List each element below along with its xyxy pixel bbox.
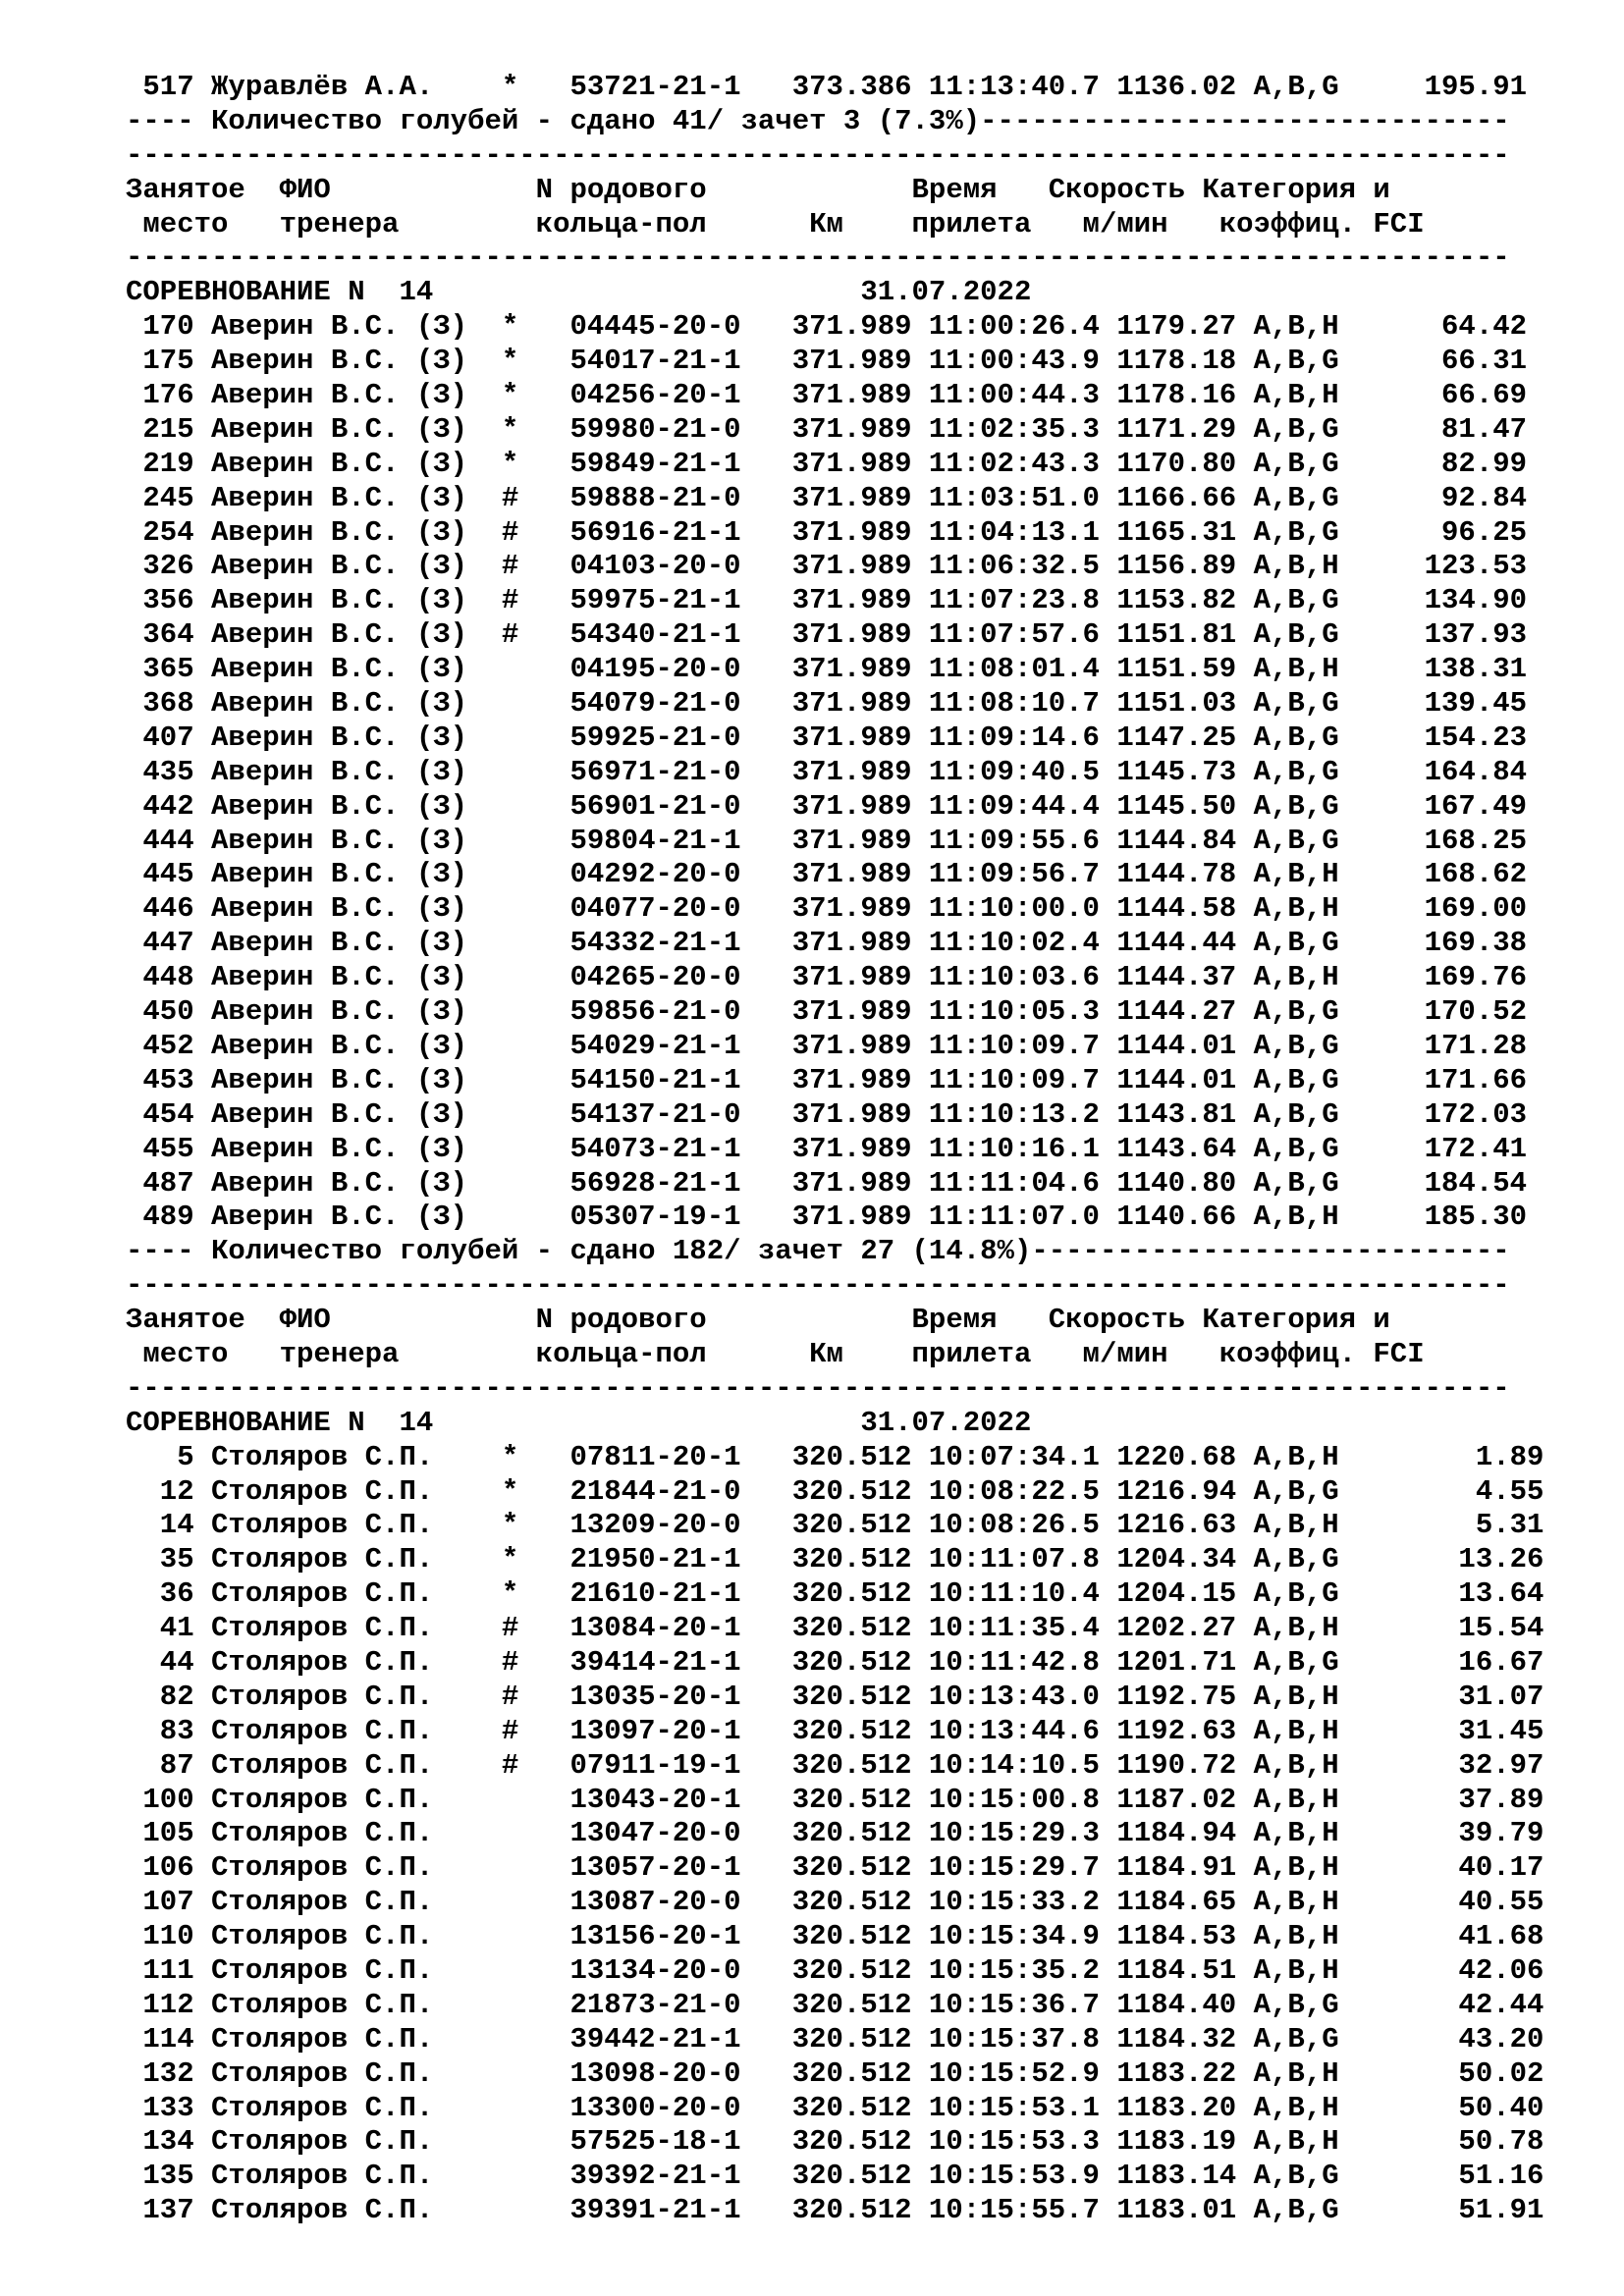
report-line: 442 Аверин В.С. (З) 56901-21-0 371.989 11:09:44.4 1145.50 A,B,G 167.49: [126, 789, 1528, 823]
report-line: 219 Аверин В.С. (З) * 59849-21-1 371.989 11:02:43.3 1170.80 A,B,G 82.99: [126, 447, 1528, 480]
report-line: 87 Столяров С.П. # 07911-19-1 320.512 10:14:10.5 1190.72 A,B,H 32.97: [126, 1748, 1544, 1782]
report-line: ---- Количество голубей - сдано 182/ зачет 27 (14.8%)----------------------------: [126, 1235, 1510, 1268]
results-sheet: [126, 71, 1598, 2228]
report-line: 447 Аверин В.С. (З) 54332-21-1 371.989 11:10:02.4 1144.44 A,B,G 169.38: [126, 927, 1528, 960]
report-line: 100 Столяров С.П. 13043-20-1 320.512 10:15:00.8 1187.02 A,B,H 37.89: [126, 1783, 1544, 1816]
report-line: 110 Столяров С.П. 13156-20-1 320.512 10:15:34.9 1184.53 A,B,H 41.68: [126, 1920, 1544, 1953]
report-line: 245 Аверин В.С. (З) # 59888-21-0 371.989 11:03:51.0 1166.66 A,B,G 92.84: [126, 481, 1528, 514]
report-line: 5 Столяров С.П. * 07811-20-1 320.512 10:07:34.1 1220.68 A,B,H 1.89: [126, 1440, 1544, 1473]
report-line: 175 Аверин В.С. (З) * 54017-21-1 371.989 11:00:43.9 1178.18 A,B,G 66.31: [126, 345, 1528, 378]
report-line: ---------------------------------------------------------------------------------: [126, 241, 1510, 275]
report-line: СОРЕВНОВАНИЕ N 14 31.07.2022: [126, 276, 1032, 309]
report-line: 517 Журавлёв А.А. * 53721-21-1 373.386 11:13:40.7 1136.02 A,B,G 195.91: [126, 71, 1528, 103]
report-line: 135 Столяров С.П. 39392-21-1 320.512 10:15:53.9 1183.14 A,B,G 51.16: [126, 2160, 1544, 2193]
report-line: 368 Аверин В.С. (З) 54079-21-0 371.989 11:08:10.7 1151.03 A,B,G 139.45: [126, 687, 1528, 721]
report-line: 114 Столяров С.П. 39442-21-1 320.512 10:15:37.8 1184.32 A,B,G 43.20: [126, 2022, 1544, 2056]
report-line: 364 Аверин В.С. (З) # 54340-21-1 371.989 11:07:57.6 1151.81 A,B,G 137.93: [126, 618, 1528, 652]
report-line: 489 Аверин В.С. (З) 05307-19-1 371.989 11:11:07.0 1140.66 A,B,H 185.30: [126, 1201, 1528, 1234]
report-line: 12 Столяров С.П. * 21844-21-0 320.512 10:08:22.5 1216.94 A,B,G 4.55: [126, 1474, 1544, 1508]
report-line: 35 Столяров С.П. * 21950-21-1 320.512 10:11:07.8 1204.34 A,B,G 13.26: [126, 1543, 1544, 1576]
report-line: 112 Столяров С.П. 21873-21-0 320.512 10:15:36.7 1184.40 A,B,G 42.44: [126, 1988, 1544, 2021]
report-line: 453 Аверин В.С. (З) 54150-21-1 371.989 11:10:09.7 1144.01 A,B,G 171.66: [126, 1063, 1528, 1096]
report-line: 365 Аверин В.С. (З) 04195-20-0 371.989 11:08:01.4 1151.59 A,B,H 138.31: [126, 653, 1528, 686]
report-line: 444 Аверин В.С. (З) 59804-21-1 371.989 11:09:55.6 1144.84 A,B,G 168.25: [126, 824, 1528, 857]
report-line: 435 Аверин В.С. (З) 56971-21-0 371.989 11:09:40.5 1145.73 A,B,G 164.84: [126, 755, 1528, 788]
report-line: 176 Аверин В.С. (З) * 04256-20-1 371.989 11:00:44.3 1178.16 A,B,H 66.69: [126, 379, 1528, 412]
report-line: 134 Столяров С.П. 57525-18-1 320.512 10:15:53.3 1183.19 A,B,H 50.78: [126, 2125, 1544, 2159]
report-line: 445 Аверин В.С. (З) 04292-20-0 371.989 11:09:56.7 1144.78 A,B,H 168.62: [126, 858, 1528, 891]
report-line: 326 Аверин В.С. (З) # 04103-20-0 371.989 11:06:32.5 1156.89 A,B,H 123.53: [126, 550, 1528, 583]
report-line: 107 Столяров С.П. 13087-20-0 320.512 10:15:33.2 1184.65 A,B,H 40.55: [126, 1886, 1544, 1919]
report-line: 105 Столяров С.П. 13047-20-0 320.512 10:15:29.3 1184.94 A,B,H 39.79: [126, 1817, 1544, 1850]
report-line: 452 Аверин В.С. (З) 54029-21-1 371.989 11:10:09.7 1144.01 A,B,G 171.28: [126, 1029, 1528, 1062]
report-line: 44 Столяров С.П. # 39414-21-1 320.512 10:11:42.8 1201.71 A,B,G 16.67: [126, 1645, 1544, 1679]
report-line: 407 Аверин В.С. (З) 59925-21-0 371.989 11:09:14.6 1147.25 A,B,G 154.23: [126, 721, 1528, 754]
report-line: 83 Столяров С.П. # 13097-20-1 320.512 10:13:44.6 1192.63 A,B,H 31.45: [126, 1714, 1544, 1747]
report-line: 111 Столяров С.П. 13134-20-0 320.512 10:15:35.2 1184.51 A,B,H 42.06: [126, 1953, 1544, 1987]
report-line: ---------------------------------------------------------------------------------: [126, 1269, 1510, 1303]
report-line: 448 Аверин В.С. (З) 04265-20-0 371.989 11:10:03.6 1144.37 A,B,H 169.76: [126, 961, 1528, 994]
report-line: 446 Аверин В.С. (З) 04077-20-0 371.989 11:10:00.0 1144.58 A,B,H 169.00: [126, 892, 1528, 926]
report-line: ---------------------------------------------------------------------------------: [126, 138, 1510, 172]
report-line: СОРЕВНОВАНИЕ N 14 31.07.2022: [126, 1406, 1032, 1439]
report-line: 356 Аверин В.С. (З) # 59975-21-1 371.989 11:07:23.8 1153.82 A,B,G 134.90: [126, 584, 1528, 617]
report-line: место тренера кольца-пол Км прилета м/мин коэффиц. FCI: [126, 207, 1425, 240]
report-line: 14 Столяров С.П. * 13209-20-0 320.512 10:08:26.5 1216.63 A,B,H 5.31: [126, 1509, 1544, 1542]
report-line: 170 Аверин В.С. (З) * 04445-20-0 371.989 11:00:26.4 1179.27 A,B,H 64.42: [126, 310, 1528, 344]
report-line: 36 Столяров С.П. * 21610-21-1 320.512 10:11:10.4 1204.15 A,B,G 13.64: [126, 1577, 1544, 1611]
report-line: 41 Столяров С.П. # 13084-20-1 320.512 10:11:35.4 1202.27 A,B,H 15.54: [126, 1612, 1544, 1645]
report-line: ---------------------------------------------------------------------------------: [126, 1371, 1510, 1405]
report-line: 106 Столяров С.П. 13057-20-1 320.512 10:15:29.7 1184.91 A,B,H 40.17: [126, 1851, 1544, 1885]
report-line: ---- Количество голубей - сдано 41/ зачет 3 (7.3%)-------------------------------: [126, 104, 1510, 137]
report-line: 82 Столяров С.П. # 13035-20-1 320.512 10:13:43.0 1192.75 A,B,H 31.07: [126, 1680, 1544, 1713]
report-line: 137 Столяров С.П. 39391-21-1 320.512 10:15:55.7 1183.01 A,B,G 51.91: [126, 2194, 1544, 2227]
report-line: 487 Аверин В.С. (З) 56928-21-1 371.989 11:11:04.6 1140.80 A,B,G 184.54: [126, 1166, 1528, 1200]
report-line: 133 Столяров С.П. 13300-20-0 320.512 10:15:53.1 1183.20 A,B,H 50.40: [126, 2091, 1544, 2124]
report-line: 215 Аверин В.С. (З) * 59980-21-0 371.989 11:02:35.3 1171.29 A,B,G 81.47: [126, 412, 1528, 446]
report-line: место тренера кольца-пол Км прилета м/мин коэффиц. FCI: [126, 1337, 1425, 1370]
report-line: Занятое ФИО N родового Время Скорость Категория и: [126, 173, 1390, 206]
report-line: 455 Аверин В.С. (З) 54073-21-1 371.989 11:10:16.1 1143.64 A,B,G 172.41: [126, 1132, 1528, 1165]
report-line: 454 Аверин В.С. (З) 54137-21-0 371.989 11:10:13.2 1143.81 A,B,G 172.03: [126, 1097, 1528, 1131]
report-line: 132 Столяров С.П. 13098-20-0 320.512 10:15:52.9 1183.22 A,B,H 50.02: [126, 2056, 1544, 2090]
report-line: Занятое ФИО N родового Время Скорость Категория и: [126, 1304, 1390, 1337]
report-line: 254 Аверин В.С. (З) # 56916-21-1 371.989 11:04:13.1 1165.31 A,B,G 96.25: [126, 515, 1528, 549]
report-line: 450 Аверин В.С. (З) 59856-21-0 371.989 11:10:05.3 1144.27 A,B,G 170.52: [126, 995, 1528, 1029]
